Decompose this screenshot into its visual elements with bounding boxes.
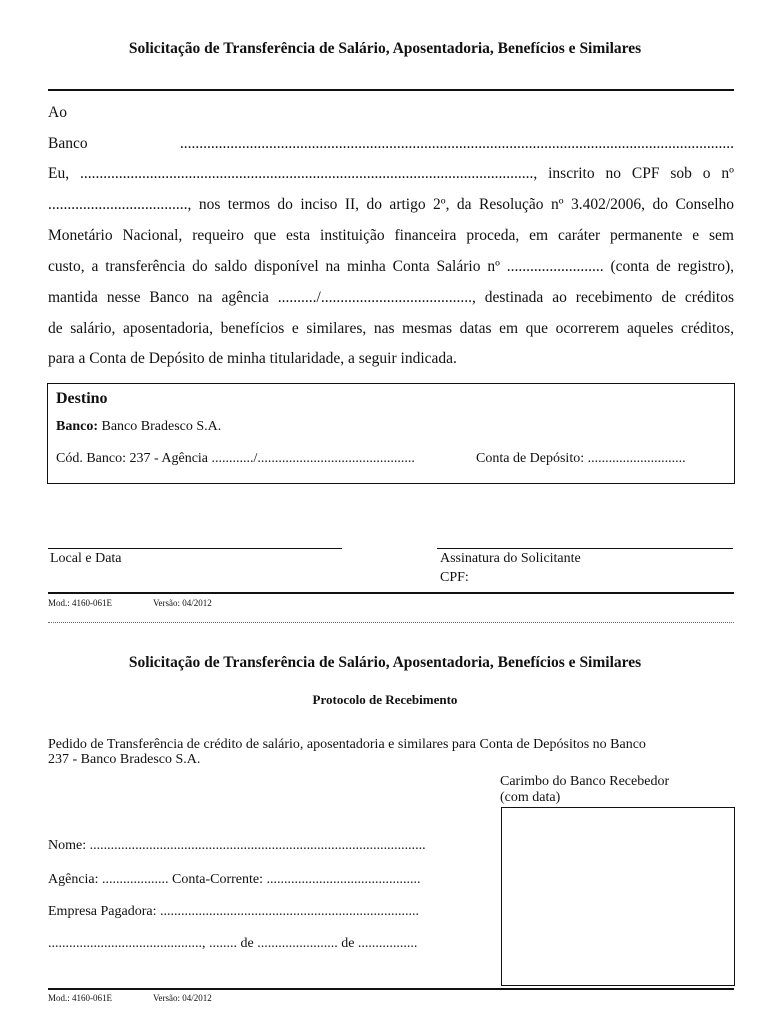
title-divider <box>48 89 734 91</box>
empresa-pagadora-field: Empresa Pagadora: .......................................................................... <box>48 904 419 919</box>
signature-line <box>437 548 733 549</box>
addressee-ao: Ao <box>48 104 67 121</box>
conta-deposito-line: para a Conta de Depósito de minha titularidade, a seguir indicada. <box>48 350 457 367</box>
receipt-title: Solicitação de Transferência de Salário, Aposentadoria, Benefícios e Similares <box>128 654 642 671</box>
destino-box <box>47 383 735 484</box>
destino-conta-deposito: Conta de Depósito: ............................ <box>476 451 686 466</box>
creditos-line: de salário, aposentadoria, benefícios e similares, nas mesmas datas em que ocorrerem aqueles créditos, <box>48 320 734 337</box>
signature-label: Assinatura do Solicitante <box>440 551 581 566</box>
form-title: Solicitação de Transferência de Salário, Aposentadoria, Benefícios e Similares <box>128 40 642 57</box>
banco-value: Banco Bradesco S.A. <box>101 419 222 434</box>
agencia-line: mantida nesse Banco na agência ........../......................................., destinada ao recebimento de créditos <box>48 289 734 306</box>
footer-divider <box>48 592 734 594</box>
pedido-line-2: 237 - Banco Bradesco S.A. <box>48 752 201 767</box>
nome-field: Nome: ................................................................................................ <box>48 838 426 853</box>
banco-line: Banco ............................................................................................................................................... <box>48 135 734 152</box>
receipt-form-code: Mod.: 4160-061E <box>48 993 112 1003</box>
conta-salario-line: custo, a transferência do saldo disponível na minha Conta Salário nº ......................... (conta de registro), <box>48 258 734 275</box>
date-field: ............................................, ........ de ....................... de ................. <box>48 936 418 951</box>
resolution-line: ...................................., nos termos do inciso II, do artigo 2º, da Resolução nº 3.402/2006, do Conselho <box>48 196 734 213</box>
destino-cod-agencia: Cód. Banco: 237 - Agência ............/............................................. <box>56 451 415 466</box>
form-version: Versão: 04/2012 <box>153 598 212 608</box>
carimbo-label-1: Carimbo do Banco Recebedor <box>500 774 670 789</box>
form-code: Mod.: 4160-061E <box>48 598 112 608</box>
destino-heading: Destino <box>56 390 108 407</box>
pedido-line-1: Pedido de Transferência de crédito de salário, aposentadoria e similares para Conta de Depósitos no Banco <box>48 737 646 752</box>
request-line: Monetário Nacional, requeiro que esta instituição financeira proceda, em caráter permanente e sem <box>48 227 734 244</box>
receipt-subtitle: Protocolo de Recebimento <box>312 692 458 707</box>
stamp-box <box>501 807 735 986</box>
local-data-line <box>48 548 342 549</box>
local-data-label: Local e Data <box>50 551 122 566</box>
receipt-footer-divider <box>48 988 734 990</box>
destino-banco <box>56 419 221 435</box>
carimbo-label-2: (com data) <box>500 790 561 805</box>
banco-label: Banco: <box>56 419 98 434</box>
cut-line <box>48 622 734 623</box>
agencia-conta-field: Agência: ................... Conta-Corrente: ............................................ <box>48 872 421 887</box>
cpf-label: CPF: <box>440 570 469 585</box>
receipt-form-version: Versão: 04/2012 <box>153 993 212 1003</box>
name-cpf-line: Eu, ....................................................................................................................., inscrito no CPF sob o nº <box>48 165 734 182</box>
